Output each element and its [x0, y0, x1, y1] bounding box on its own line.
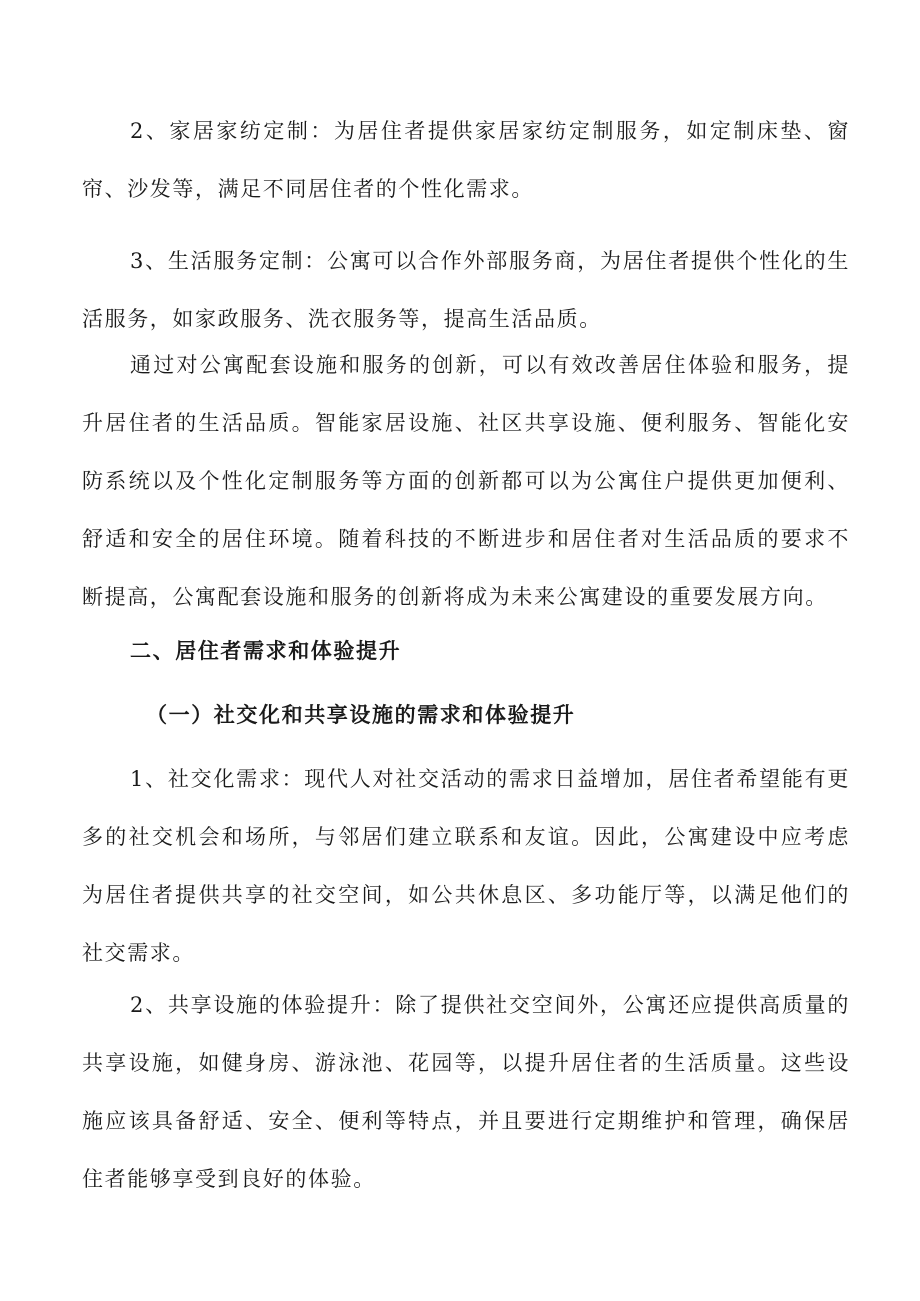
paragraph-home-textile-customization: 2、家居家纺定制：为居住者提供家居家纺定制服务，如定制床垫、窗帘、沙发等，满足不同居住者的个性化需求。 [82, 119, 850, 201]
paragraph-life-service-customization: 3、生活服务定制：公寓可以合作外部服务商，为居住者提供个性化的生活服务，如家政服务、洗衣服务等，提高生活品质。 [82, 249, 850, 331]
paragraph-social-demand: 1、社交化需求：现代人对社交活动的需求日益增加，居住者希望能有更多的社交机会和场所，与邻居们建立联系和友谊。因此，公寓建设中应考虑为居住者提供共享的社交空间，如公共休息区、多功能厅等，以满足他们的社交需求。 [82, 767, 850, 965]
paragraph-innovation-summary: 通过对公寓配套设施和服务的创新，可以有效改善居住体验和服务，提升居住者的生活品质。智能家居设施、社区共享设施、便利服务、智能化安防系统以及个性化定制服务等方面的创新都可以为公寓住户提供更加便利、舒适和安全的居住环境。随着科技的不断进步和居住者对生活品质的要求不断提高，公寓配套设施和服务的创新将成为未来公寓建设的重要发展方向。 [82, 353, 850, 609]
subsection-heading: （一）社交化和共享设施的需求和体验提升 [146, 702, 576, 727]
paragraph-shared-facilities: 2、共享设施的体验提升：除了提供社交空间外，公寓还应提供高质量的共享设施，如健身房、游泳池、花园等，以提升居住者的生活质量。这些设施应该具备舒适、安全、便利等特点，并且要进行定期维护和管理，确保居住者能够享受到良好的体验。 [82, 993, 850, 1191]
section-heading: 二、居住者需求和体验提升 [130, 638, 402, 663]
